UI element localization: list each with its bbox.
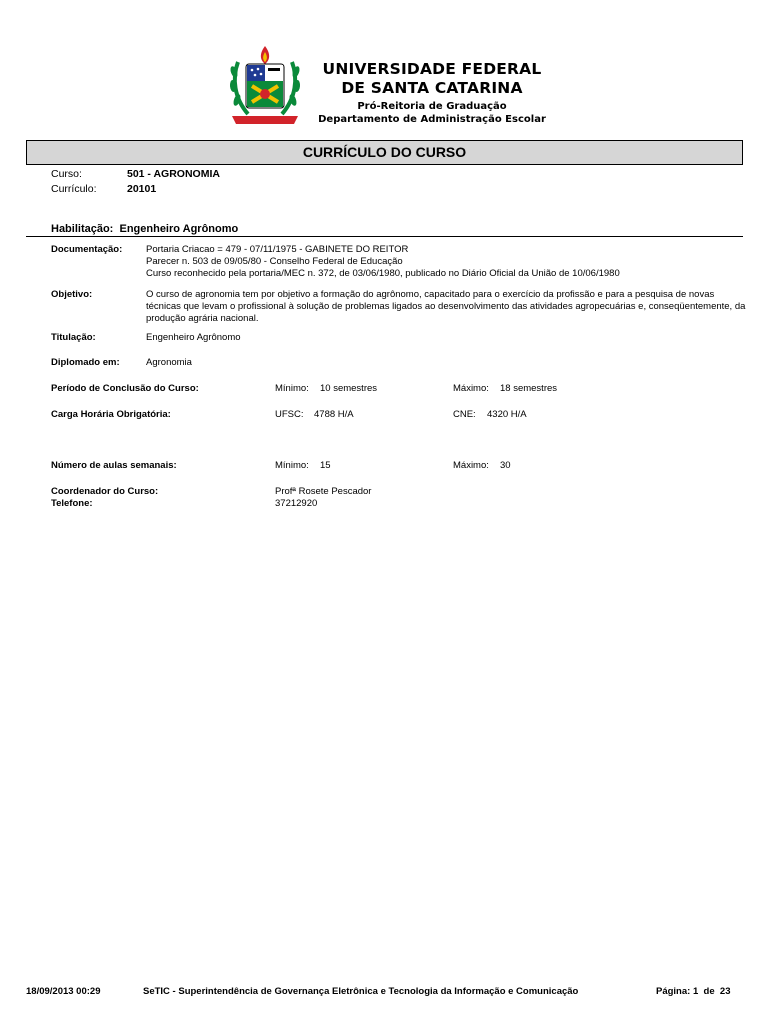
documentacao-line1: Portaria Criacao = 479 - 07/11/1975 - GABINETE DO REITOR [146,244,409,255]
diplomado-value: Agronomia [146,357,192,368]
footer-page-current: 1 [692,986,699,997]
coordenador-label: Coordenador do Curso: [51,486,159,497]
aulas-max-label: Máximo: [453,460,489,471]
document-title: CURRÍCULO DO CURSO [26,140,743,165]
departamento: Departamento de Administração Escolar [318,114,546,125]
telefone-value: 37212920 [275,498,318,509]
titulacao-label: Titulação: [51,332,96,343]
titulacao-value: Engenheiro Agrônomo [146,332,241,343]
carga-cne-value: 4320 H/A [487,409,527,420]
footer-pagination [656,986,730,998]
footer-page-total: 23 [719,986,731,997]
institution-header [312,60,552,126]
documentacao-label: Documentação: [51,244,123,255]
periodo-max-label: Máximo: [453,383,489,394]
carga-label: Carga Horária Obrigatória: [51,409,171,420]
aulas-min-label: Mínimo: [275,460,309,471]
objetivo-text: O curso de agronomia tem por objetivo a formação do agrônomo, capacitado para o exercício da profissão e para a pesquisa de novas técnicas que levam o profissional à solução de problemas ligados ao desenvolvimento das atividades agropecuárias e, conseqüentemente, da produção agrária nacional. [146,289,746,324]
curriculo-label: Currículo: [51,183,97,195]
periodo-label: Período de Conclusão do Curso: [51,383,199,394]
pro-reitoria: Pró-Reitoria de Graduação [357,101,507,112]
footer-page-of: de [703,986,715,997]
diplomado-label: Diplomado em: [51,357,120,368]
carga-ufsc-label: UFSC: [275,409,304,420]
institution-name-line1: UNIVERSIDADE FEDERAL [322,60,542,78]
aulas-max-value: 30 [500,460,511,471]
section-divider [26,236,743,237]
objetivo-label: Objetivo: [51,289,93,300]
coordenador-value: Profª Rosete Pescador [275,486,372,497]
institution-name-line2: DE SANTA CATARINA [341,79,523,97]
aulas-label: Número de aulas semanais: [51,460,177,471]
habilitacao-value: Engenheiro Agrônomo [119,223,239,235]
habilitacao-label: Habilitação: [51,223,114,235]
aulas-min-value: 15 [320,460,331,471]
curriculo-value: 20101 [127,183,157,195]
footer-org: SeTIC - Superintendência de Governança Eletrônica e Tecnologia da Informação e Comunicação [143,986,579,997]
periodo-max-value: 18 semestres [500,383,558,394]
curso-label: Curso: [51,168,82,180]
footer-datetime: 18/09/2013 00:29 [26,986,101,997]
telefone-label: Telefone: [51,498,93,509]
carga-cne-label: CNE: [453,409,476,420]
periodo-min-label: Mínimo: [275,383,309,394]
habilitacao [51,223,238,236]
documentacao-line2: Parecer n. 503 de 09/05/80 - Conselho Federal de Educação [146,256,403,267]
curso-value: 501 - AGRONOMIA [127,168,220,180]
ufsc-coat-of-arms-icon [228,44,302,130]
carga-ufsc-value: 4788 H/A [314,409,354,420]
periodo-min-value: 10 semestres [320,383,378,394]
footer-page-label: Página: [656,986,691,997]
documentacao-line3: Curso reconhecido pela portaria/MEC n. 372, de 03/06/1980, publicado no Diário Oficial da União de 10/06/1980 [146,268,620,279]
